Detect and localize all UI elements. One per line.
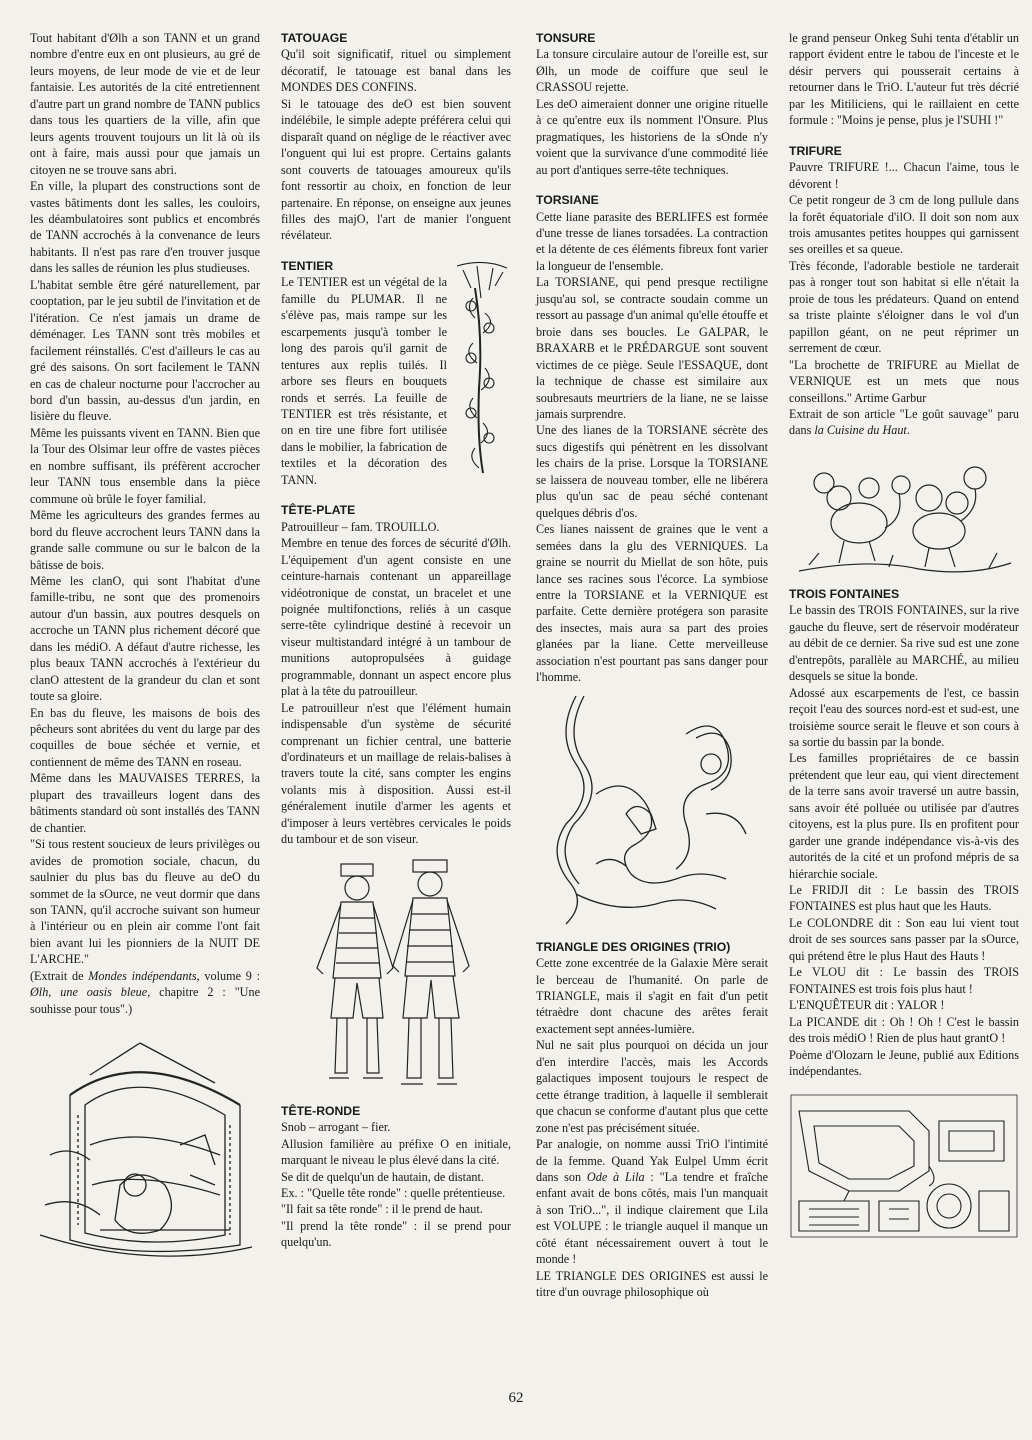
paragraph: Le COLONDRE dit : Son eau lui vient tout droit de ses sources sans passer par la sOurce, qui prétend être le plus Haut des Hauts ! <box>789 915 1019 963</box>
paragraph: Le patrouilleur n'est que l'élément humain indispensable d'un système de sécurité comprenant un fichier central, une batterie d'ordinateurs et un maillage de relais-balises à travers toute la cité, sans compter les engins volants mis à disposition. Aussi est-il généralement inutile d'armer les agents et d'imposer à leurs vertèbres cervicales le poids du tambour et de son viseur. <box>281 700 511 847</box>
paragraph: Une des lianes de la TORSIANE sécrète des sucs digestifs qui pénètrent en les dissolvant les chairs de la prise. Lorsque la TORSIANE se laissera de nouveau tomber, elle ne libérera plus qu'un sac de peau séché contenant quelques débris d'os. <box>536 423 768 520</box>
trifure-rodents-illustration <box>789 453 1019 578</box>
paragraph: Se dit de quelqu'un de hautain, de distant. <box>281 1169 484 1184</box>
citation-suffix: , chapitre 2 : "Une souhisse pour tous".) <box>30 985 260 1016</box>
entry-tete-ronde <box>281 1103 511 1251</box>
text-run: Par analogie, on nomme aussi TriO l'intimité de la femme. Quand Yak Eulpel Umm écrit dans son <box>536 1137 768 1185</box>
citation-prefix: (Extrait de <box>30 968 89 983</box>
ode-title: Ode à Lila <box>586 1170 645 1185</box>
column-1 <box>30 30 260 1265</box>
paragraph: Les deO aimeraient donner une origine rituelle à ce qu'entre eux ils nomment l'Onsure. Plus pragmatiques, les historiens de la sOnde n'y voient que la survivance d'une commodité liée au port d'antiques serre-tête techniques. <box>536 96 768 177</box>
paragraph: Le bassin des TROIS FONTAINES, sur la rive gauche du fleuve, sert de réservoir modérateur au débit de ce dernier. Sa rive sud est une zone d'entrepôts, parallèle au MARCHÉ, au milieu desquels se situe la bonde. <box>789 603 1019 684</box>
paragraph: Patrouilleur – fam. TROUILLO. <box>281 519 440 534</box>
entry-tonsure <box>536 30 768 178</box>
paragraph: Les familles propriétaires de ce bassin prétendent que leur eau, qui vient directement de la terre sans avoir traversé un autre bassin, sans avoir été polluée ou utilisée par d'autres citoyens, est la plus pure. Ils en profitent pour garder une grande indépendance vis-à-vis des autorités de la cité et un profond mépris de sa hiérarchie sociale. <box>789 751 1019 881</box>
column-3 <box>536 30 768 1301</box>
paragraph: Pauvre TRIFURE !... Chacun l'aime, tous le dévorent ! <box>789 160 1019 191</box>
entry-tete-plate <box>281 502 511 848</box>
quote-paragraph: "Si tous restent soucieux de leurs privilèges ou avides de promotion sociale, chacun, du saulnier du plus bas du fleuve au deO du sommet de la sOurce, ne veut dormir que dans son TANN, qu'il accroche suivant son humeur à l'intérieur ou en plein air comme l'ont fait bien avant lui les pionniers de la NUIT DE L'ARCHE." <box>30 837 260 967</box>
paragraph: Très féconde, l'adorable bestiole ne tarderait pas à ronger tout son habitat si elle n'était la proie de tous les prédateurs. Quand on entend sa triste plainte s'éloigner dans le vol d'un papillon géant, on ne peut réprimer un serrement de cœur. <box>789 258 1019 356</box>
paragraph: "Il prend la tête ronde" : il se prend pour quelqu'un. <box>281 1218 511 1250</box>
paragraph: Cette liane parasite des BERLIFES est formée d'une tresse de lianes torsadées. La contraction et la détente de ces éléments fibreux font varier la longueur de l'ensemble. <box>536 209 768 273</box>
citation-title: Mondes indépendants <box>88 968 197 983</box>
paragraph: Adossé aux escarpements de l'est, ce bassin reçoit l'eau des sources nord-est et sud-est, une troisième source serait le fleuve et son cours à sa sortie du bassin par la bonde. <box>789 685 1019 749</box>
paragraph: "La brochette de TRIFURE au Miellat de VERNIQUE est un mets que nous conseillons." Artime Garbur <box>789 357 1019 405</box>
paragraph: Le FRIDJI dit : Le bassin des TROIS FONTAINES est plus haut que les Hauts. <box>789 883 1019 914</box>
entry-title: TRIANGLE DES ORIGINES (TRIO) <box>536 939 731 954</box>
entry-title: TRIFURE <box>789 143 842 158</box>
paragraph: L'habitat semble être géré naturellement, par cooptation, par le jeu subtil de l'invitation et de l'itération. Ce n'est jamais un drame de déménager. Les TANN sont très mobiles et facilement réinstallés. C'est d'ailleurs le cas au gré des saisons. On sort facilement le TANN en cas de chaleur nocturne pour l'accrocher au bord d'un bassin, au-dessus d'un jardin, en lisière du fleuve. <box>30 277 260 424</box>
paragraph: Ex. : "Quelle tête ronde" : quelle prétentieuse. <box>281 1186 506 1201</box>
entry-title: TONSURE <box>536 31 596 45</box>
torsiane-vine-illustration <box>536 694 768 929</box>
entry-title: TÊTE-PLATE <box>281 503 356 518</box>
tentier-plant-illustration <box>453 258 511 478</box>
paragraph: Nul ne sait plus pourquoi on décida un jour d'en interdire l'accès, mais les Accords galactiques imposent toujours le respect de cette étrange tradition, à laquelle il semblerait que chacun se conforme d'autant plus que cette zone n'est pas précisément située. <box>536 1038 768 1135</box>
paragraph: Même dans les MAUVAISES TERRES, la plupart des travailleurs logent dans des bâtiments standard où sont installés des TANN de chantier. <box>30 771 260 835</box>
entry-tatouage <box>281 30 511 244</box>
paragraph: Poème d'Olozarn le Jeune, publié aux Editions indépendantes. <box>789 1047 1019 1079</box>
entry-title: TORSIANE <box>536 193 599 208</box>
paragraph: Le TENTIER est un végétal de la famille du PLUMAR. Il ne s'élève pas, mais rampe sur les escarpements jusqu'à tomber le long des parois qu'il garnit de tentures aux replis tuilés. Il arbore ses fleurs en bouquets ronds et serrés. La feuille de TENTIER est très résistante, et on en tire une fibre fort utilisée dans le mobilier, la fabrication de textiles et la décoration des TANN. <box>281 275 447 487</box>
paragraph: Ce petit rongeur de 3 cm de long pullule dans la forêt équatoriale d'ilO. Il doit son nom aux trois amusantes petites houppes qui garnissent ses oreilles et sa queue. <box>789 193 1019 257</box>
paragraph: Qu'il soit significatif, rituel ou simplement décoratif, le tatouage est banal dans les MONDES DES CONFINS. <box>281 47 511 95</box>
source <box>789 406 1019 439</box>
paragraph: Si le tatouage des deO est bien souvent indélébile, le simple adepte préférera celui qui disparaît quand on néglige de le réactiver avec l'onguent qui lui est propre. Certains galants sont couverts de tatouages amoureux qu'ils font ressortir au choix, en fonction de leur partenaire. En réponse, on enseigne aux jeunes filles des majO, l'art de manier l'onguent révélateur. <box>281 96 511 243</box>
paragraph: Allusion familière au préfixe O en initiale, marquant le niveau le plus élevé dans la cité. <box>281 1136 511 1168</box>
paragraph: La PICANDE dit : Oh ! Oh ! C'est le bassin des trois médiO ! Rien de plus haut grantO ! <box>789 1014 1019 1046</box>
entry-title: TÊTE-RONDE <box>281 1103 361 1118</box>
paragraph: L'ENQUÊTEUR dit : YALOR ! <box>789 998 945 1013</box>
page-number: 62 <box>508 1390 524 1406</box>
entry-torsiane <box>536 192 768 686</box>
column-4 <box>789 30 1019 1241</box>
paragraph: Membre en tenue des forces de sécurité d'Ølh. L'équipement d'un agent consiste en une ceinture-harnais contenant un appareillage vidéotronique de constat, un bracelet et une poignée multifonctions, reliés à un casque serre-tête cylindrique destiné à recevoir un viseur multistandard intégré à un tambour de munitions autopropulsées à guidage programmable, donnant un aspect encore plus plat à la tête du patrouilleur. <box>281 536 511 699</box>
paragraph: La TORSIANE, qui pend presque rectiligne jusqu'au sol, se contracte soudain comme un ressort au passage d'un animal qu'elle étouffe et broie dans ses boucles. Le GALPAR, le BRAXARB et le PRÉDARGUE sont souvent victimes de ce piège. Seule l'ESSAQUE, dont la technique de chasse est similaire aux soubresauts meurtriers de la liane, ne se laisse jamais surprendre. <box>536 275 768 421</box>
paragraph: Tout habitant d'Ølh a son TANN et un grand nombre d'entre eux en ont plusieurs, au gré de leurs moyens, de leur mode de vie et de leur fantaisie. Les autorités de la cité entretiennent d'autre part un grand nombre de TANN publics dans tous les quartiers de la ville, afin que leurs agents trouvent toujours un lit là où ils ont à faire, mais aussi pour que jamais un citoyen ne se trouve sans abri. <box>30 31 260 177</box>
paragraph: Même les clanO, qui sont l'habitat d'une famille-tribu, ne sont que des promenoirs autour d'un bassin, aux poutres desquels on accroche un TANN plus richement décoré que dans les médiO. A défaut d'autre richesse, les plus beaux TANN accrochés à l'extérieur du clanO attestent de la grandeur du clan et sont toute sa gloire. <box>30 573 260 704</box>
entry-trifure <box>789 143 1019 439</box>
paragraph: Même les puissants vivent en TANN. Bien que la Tour des Olsimar leur offre de vastes pièces en nombre suffisant, ils préfèrent accrocher leur TANN tous ensemble dans la pièce commune où brûle le foyer familial. <box>30 425 260 506</box>
citation-book: Ølh, une oasis bleue <box>30 985 148 1000</box>
paragraph: LE TRIANGLE DES ORIGINES est aussi le titre d'un ouvrage philosophique où <box>536 1268 768 1300</box>
paragraph: En ville, la plupart des constructions sont de vastes bâtiments dont les salles, les couloirs, les déambulatoires sont publics et encombrés de TANN accrochés à la convenance de leurs habitants. Il n'est pas rare d'en trouver jusque dans les salles de réunion les plus studieuses. <box>30 179 260 276</box>
paragraph: le grand penseur Onkeg Suhi tenta d'établir un rapport évident entre le tabou de l'inceste et le désir pervers qui pousserait certains à retourner dans le TriO. L'auteur fut très décrié par les Mitiliciens, qui le raillaient en cette formule : "Moins je pense, plus je l'SUHI !" <box>789 31 1019 128</box>
entry-title: TROIS FONTAINES <box>789 586 900 601</box>
paragraph: La tonsure circulaire autour de l'oreille est, sur Ølh, un mode de coiffure que seul le CRASSOU rejette. <box>536 47 768 95</box>
citation-mid: , volume 9 : <box>196 968 260 983</box>
tann-hammock-illustration <box>30 1035 260 1265</box>
paragraph: "Il fait sa tête ronde" : il le prend de haut. <box>281 1202 483 1217</box>
text-run: . <box>906 423 910 438</box>
paragraph <box>536 1136 768 1268</box>
paragraph: Ces lianes naissent de graines que le vent a semées dans la glu des VERNIQUES. La graine se nourrit du Miellat de son hôte, puis lance ses racines sous l'écorce. La symbiose entre la TORSIANE et la VERNIQUE est parfaite. Cette dernière protégera son parasite des insectes, mais aura sa part des proies glanées par la liane. Cette merveilleuse association n'est pourtant pas sans danger pour l'homme. <box>536 522 768 685</box>
entry-triangle-des-origines <box>536 939 768 1301</box>
text-run: Extrait de son article "Le goût sauvage" paru dans <box>789 406 1019 438</box>
paragraph: Cette zone excentrée de la Galaxie Mère serait le berceau de l'humanité. On parle de TRIANGLE, mais il s'agit en fait d'un petit tétraèdre dont chacune des arêtes ferait exactement sept années-lumière. <box>536 956 768 1036</box>
entry-title: TENTIER <box>281 258 334 273</box>
paragraph: Le VLOU dit : Le bassin des TROIS FONTAINES est trois fois plus haut ! <box>789 965 1019 996</box>
entry-trois-fontaines <box>789 586 1019 1080</box>
column-2 <box>281 30 511 1251</box>
paragraph: Même les agriculteurs des grandes fermes au bord du fleuve accrochent leurs TANN dans la grande salle commune ou sur le balcon de la bâtisse de bois. <box>30 508 260 572</box>
source-title: la Cuisine du Haut <box>814 423 907 438</box>
entry-title: TATOUAGE <box>281 31 348 45</box>
citation <box>30 968 260 1017</box>
text-run: : "La tendre et fraîche enfant avait de bons côtés, mais l'un manquait à son TriO...", il indique clairement que Lila est VOLUPE : le triangle auquel il manque un côté étant nécessairement ouvert à tout le monde ! <box>536 1170 768 1267</box>
patrol-officers-illustration <box>281 858 511 1093</box>
trois-fontaines-map-illustration <box>789 1091 1019 1241</box>
entry-tentier <box>281 258 511 488</box>
paragraph: Snob – arrogant – fier. <box>281 1120 391 1135</box>
paragraph: En bas du fleuve, les maisons de bois des pêcheurs sont abritées du vent du large par des coquilles de boue séchée et vernie, et contiennent de même des TANN en roseau. <box>30 705 260 769</box>
